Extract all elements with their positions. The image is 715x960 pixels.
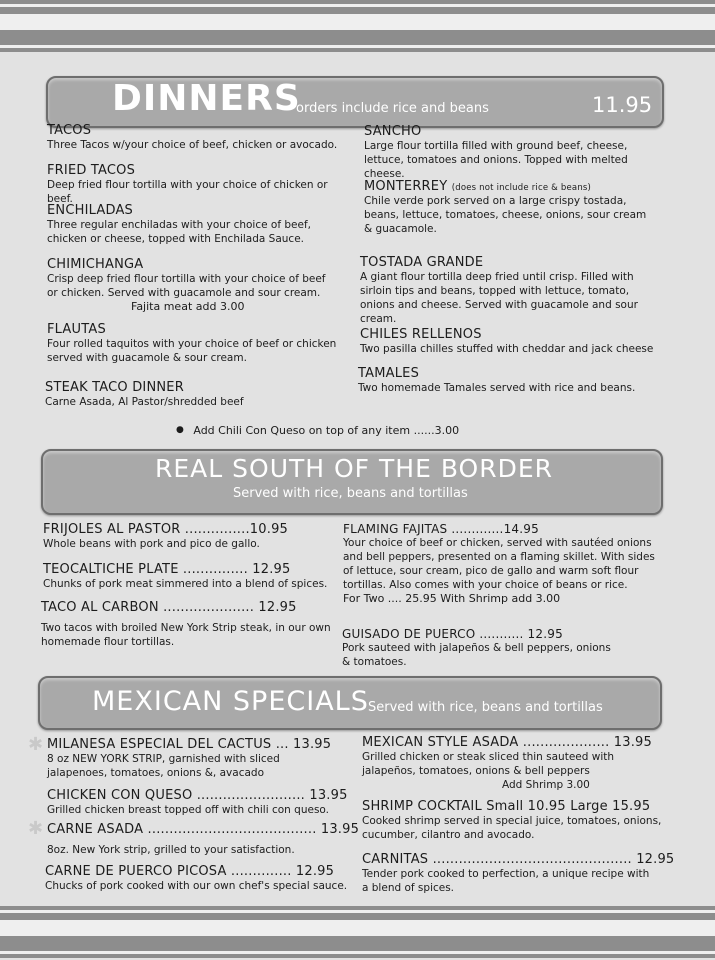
border-subtitle: Served with rice, beans and tortillas: [233, 486, 468, 501]
item-desc: Grilled chicken or steak sliced thin sauteed with jalapeños, tomatoes, onions & bell peppers: [362, 751, 615, 777]
footnote-text: Add Chili Con Queso on top of any item ......3.00: [193, 424, 460, 437]
item-name: GUISADO DE PUERCO ........... 12.95: [342, 627, 563, 641]
menu-item-shrimp-cocktail: [362, 799, 667, 842]
star-icon: ✱: [28, 734, 44, 755]
item-name-row: [364, 179, 654, 194]
bottom-border-pattern: [0, 906, 715, 958]
item-name: MILANESA ESPECIAL DEL CACTUS ... 13.95: [47, 737, 332, 752]
menu-item-teocaltiche-plate: [43, 562, 348, 591]
item-name: CHIMICHANGA: [47, 257, 144, 272]
item-desc: Three Tacos w/your choice of beef, chicken or avocado.: [47, 139, 338, 151]
item-name: ENCHILADAS: [47, 203, 133, 218]
item-name: FLAUTAS: [47, 322, 106, 337]
top-border-pattern: [0, 0, 715, 52]
menu-item-taco-al-carbon: [41, 600, 333, 649]
menu-item-carnitas: [362, 852, 675, 895]
specials-subtitle: Served with rice, beans and tortillas: [368, 700, 603, 715]
item-name: CHILES RELLENOS: [360, 327, 482, 342]
item-desc: Your choice of beef or chicken, served with sautéed onions and bell peppers, presented on a flaming skillet. With sides of lettuce, sour cream, pico de gallo and warm soft flour tortillas. Also comes with your choice of beans or rice.: [343, 537, 655, 591]
item-desc: Cooked shrimp served in special juice, tomatoes, onions, cucumber, cilantro and avocado.: [362, 815, 662, 841]
item-desc: Two homemade Tamales served with rice and beans.: [358, 382, 636, 394]
dinners-price: 11.95: [592, 93, 653, 117]
menu-item-mexican-style-asada: [362, 735, 662, 792]
item-desc: Chunks of pork meat simmered into a blend of spices.: [43, 578, 328, 590]
item-name: STEAK TACO DINNER: [45, 380, 184, 395]
item-name: FRIJOLES AL PASTOR ...............10.95: [43, 522, 289, 537]
menu-item-monterrey: [364, 179, 654, 236]
dinners-title: DINNERS: [112, 78, 301, 119]
menu-item-carne-de-puerco-picosa: [45, 864, 355, 893]
item-extra: Add Shrimp 3.00: [502, 779, 590, 791]
item-desc: Crisp deep fried flour tortilla with your choice of beef or chicken. Served with guacamole and sour cream.: [47, 273, 326, 299]
item-name: FLAMING FAJITAS .............14.95: [343, 522, 539, 536]
item-name: TEOCALTICHE PLATE ............... 12.95: [43, 562, 291, 577]
item-desc: Large flour tortilla filled with ground beef, cheese, lettuce, tomatoes and onions. Topped with melted cheese.: [364, 140, 628, 180]
dinners-banner: [46, 76, 664, 128]
item-name: SANCHO: [364, 124, 422, 139]
item-name: CARNE ASADA ....................................... 13.95: [47, 822, 360, 837]
item-name: MEXICAN STYLE ASADA .................... 13.95: [362, 735, 653, 750]
item-desc: Tender pork cooked to perfection, a unique recipe with a blend of spices.: [362, 868, 650, 894]
item-name: MONTERREY: [364, 179, 448, 194]
item-name: TACO AL CARBON ..................... 12.95: [41, 600, 297, 615]
item-name: TOSTADA GRANDE: [360, 255, 484, 270]
dinners-footnote: [176, 424, 459, 437]
item-name: TACOS: [47, 123, 92, 138]
star-icon: ✱: [28, 818, 44, 839]
dinners-subtitle: orders include rice and beans: [296, 101, 489, 116]
menu-item-chiles-rellenos: [360, 327, 660, 356]
item-desc: Grilled chicken breast topped off with chili con queso.: [47, 804, 329, 816]
item-desc: Deep fried flour tortilla with your choice of chicken or beef.: [47, 179, 328, 205]
bullet-icon: ●: [176, 425, 184, 435]
menu-item-enchiladas: [47, 203, 347, 246]
item-desc: A giant flour tortilla deep fried until crisp. Filled with sirloin tips and beans, topped with lettuce, tomato, onions and cheese. Served with guacamole and sour cream.: [360, 271, 638, 325]
item-desc: Carne Asada, Al Pastor/shredded beef: [45, 396, 244, 408]
menu-item-tostada-grande: [360, 255, 660, 326]
item-name: SHRIMP COCKTAIL Small 10.95 Large 15.95: [362, 799, 651, 814]
item-desc: Whole beans with pork and pico de gallo.: [43, 538, 260, 550]
menu-item-chimichanga: [47, 257, 339, 314]
menu-item-steak-taco-dinner: [45, 380, 345, 409]
menu-item-chicken-con-queso: [47, 788, 352, 817]
menu-item-carne-asada: [47, 822, 360, 857]
menu-item-milanesa-especial-del-cactus: [47, 737, 352, 780]
item-name: CHICKEN CON QUESO ......................... 13.95: [47, 788, 348, 803]
menu-item-flautas: [47, 322, 339, 365]
menu-item-fried-tacos: [47, 163, 352, 206]
menu-item-sancho: [364, 124, 664, 181]
border-banner: [41, 449, 663, 515]
item-name: FRIED TACOS: [47, 163, 136, 178]
menu-item-tamales: [358, 366, 658, 395]
border-title: REAL SOUTH OF THE BORDER: [155, 454, 553, 483]
item-name: CARNITAS .............................................. 12.95: [362, 852, 675, 867]
item-desc: Two pasilla chilles stuffed with cheddar and jack cheese: [360, 343, 654, 355]
item-tag: (does not include rice & beans): [451, 183, 592, 193]
item-desc: Chucks of pork cooked with our own chef's special sauce.: [45, 880, 348, 892]
item-note: Fajita meat add 3.00: [131, 300, 245, 313]
item-desc: 8oz. New York strip, grilled to your satisfaction.: [47, 844, 295, 856]
item-name: CARNE DE PUERCO PICOSA .............. 12.95: [45, 864, 335, 879]
item-desc: Pork sauteed with jalapeños & bell peppers, onions & tomatoes.: [342, 642, 611, 668]
menu-item-flaming-fajitas: [343, 522, 661, 606]
menu-item-tacos: [47, 123, 347, 152]
menu-item-frijoles-al-pastor: [43, 522, 343, 551]
item-desc: 8 oz NEW YORK STRIP, garnished with sliced jalapenoes, tomatoes, onions &, avacado: [47, 753, 280, 779]
item-desc: Two tacos with broiled New York Strip steak, in our own homemade flour tortillas.: [41, 622, 331, 648]
item-desc: Chile verde pork served on a large crispy tostada, beans, lettuce, tomatoes, cheese, onions, sour cream & guacamole.: [364, 195, 647, 235]
specials-title: MEXICAN SPECIALS: [92, 686, 369, 717]
item-name: TAMALES: [358, 366, 420, 381]
specials-banner: [38, 676, 662, 730]
item-extra: For Two .... 25.95 With Shrimp add 3.00: [343, 592, 561, 605]
item-desc: Four rolled taquitos with your choice of beef or chicken served with guacamole & sour cream.: [47, 338, 337, 364]
menu-item-guisado-de-puerco: [342, 627, 622, 669]
item-desc: Three regular enchiladas with your choice of beef, chicken or cheese, topped with Enchilada Sauce.: [47, 219, 311, 245]
